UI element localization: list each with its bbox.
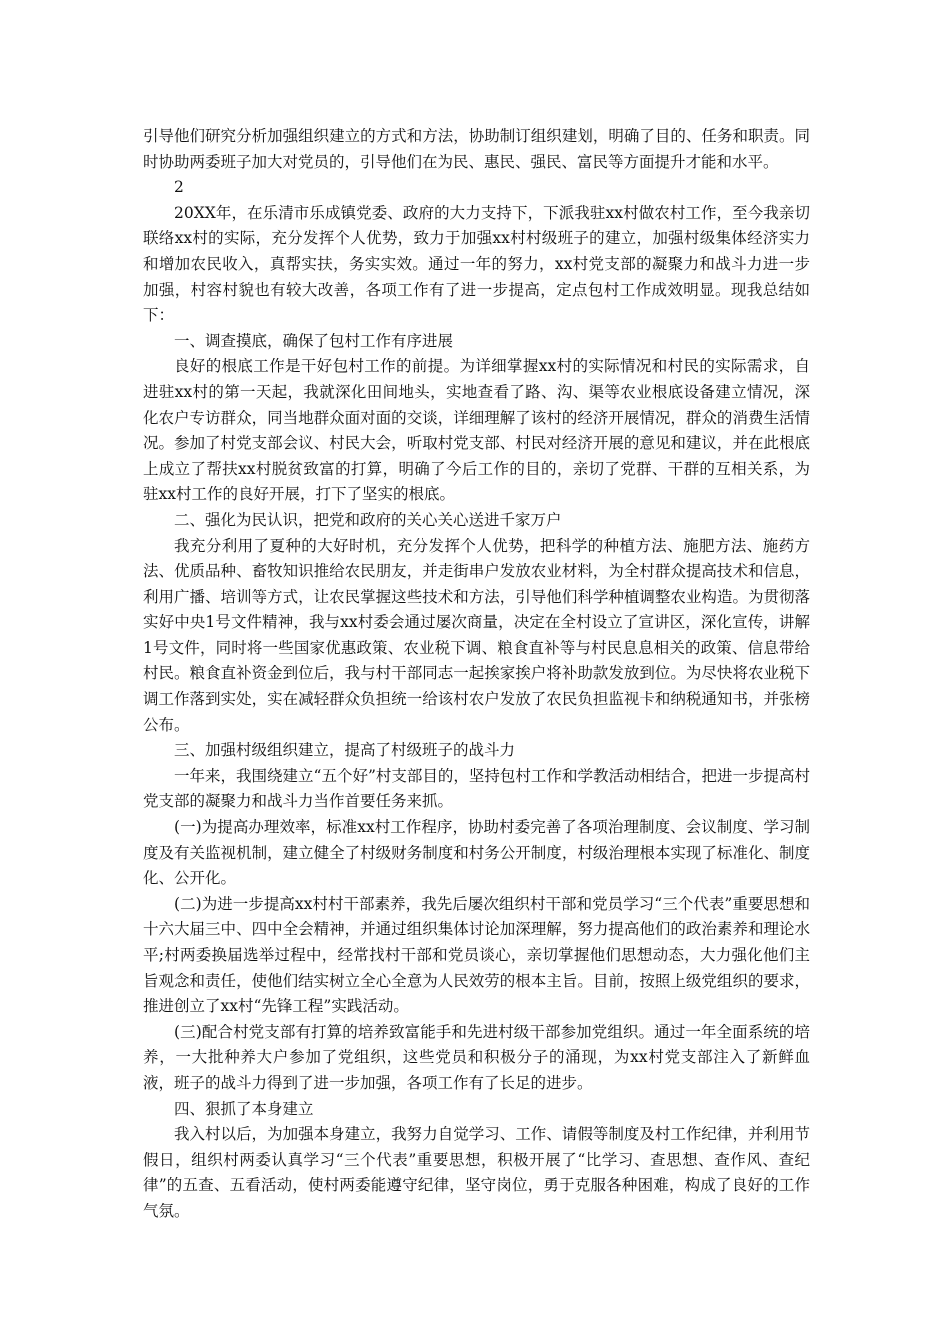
heading-section-2: 二、强化为民认识，把党和政府的关心关心送进千家万户 xyxy=(174,510,562,529)
paragraph-section-3-intro: 一年来，我围绕建立“五个好”村支部目的，坚持包村工作和学教活动相结合，把进一步提高村党支部的凝聚力和战斗力当作首要任务来抓。 xyxy=(143,766,810,811)
document-body xyxy=(143,124,810,1225)
paragraph-overview: 20XX年，在乐清市乐成镇党委、政府的大力支持下，下派我驻xx村做农村工作，至今我亲切联络xx村的实际，充分发挥个人优势，致力于加强xx村村级班子的建立，加强村级集体经济实力和增加农民收入，真帮实扶，务实实效。通过一年的努力，xx村党支部的凝聚力和战斗力进一步加强，村容村貌也有较大改善，各项工作有了进一步提高，定点包村工作成效明显。现我总结如下： xyxy=(143,203,810,325)
heading-section-4: 四、狠抓了本身建立 xyxy=(174,1099,314,1118)
heading-section-3: 三、加强村级组织建立，提高了村级班子的战斗力 xyxy=(174,741,516,760)
paragraph-section-3-item-1: (一)为提高办理效率，标准xx村工作程序，协助村委完善了各项治理制度、会议制度、学习制度及有关监视机制，建立健全了村级财务制度和村务公开制度，村级治理根本实现了标准化、制度化、公开化。 xyxy=(143,818,810,888)
heading-section-1: 一、调查摸底，确保了包村工作有序进展 xyxy=(174,331,454,350)
paragraph-section-1: 良好的根底工作是干好包村工作的前提。为详细掌握xx村的实际情况和村民的实际需求，自进驻xx村的第一天起，我就深化田间地头，实地查看了路、沟、渠等农业根底设备建立情况，深化农户专访群众，同当地群众面对面的交谈，详细理解了该村的经济开展情况，群众的消费生活情况。参加了村党支部会议、村民大会，听取村党支部、村民对经济开展的意见和建议，并在此根底上成立了帮扶xx村脱贫致富的打算，明确了今后工作的目的，亲切了党群、干群的互相关系，为驻xx村工作的良好开展，打下了坚实的根底。 xyxy=(143,357,810,504)
paragraph-section-4: 我入村以后，为加强本身建立，我努力自觉学习、工作、请假等制度及村工作纪律，并利用节假日，组织村两委认真学习“三个代表”重要思想，积极开展了“比学习、查思想、查作风、查纪律”的五查、五看活动，使村两委能遵守纪律，坚守岗位，勇于克服各种困难，构成了良好的工作气氛。 xyxy=(143,1125,810,1220)
section-number: 2 xyxy=(174,178,184,197)
paragraph-intro-continuation: 引导他们研究分析加强组织建立的方式和方法，协助制订组织建划，明确了目的、任务和职责。同时协助两委班子加大对党员的，引导他们在为民、惠民、强民、富民等方面提升才能和水平。 xyxy=(143,127,810,171)
paragraph-section-2: 我充分利用了夏种的大好时机，充分发挥个人优势，把科学的种植方法、施肥方法、施药方法、优质品种、畜牧知识推给农民朋友，并走街串户发放农业材料，为全村群众提高技术和信息，利用广播、培训等方式，让农民掌握这些技术和方法，引导他们科学种植调整农业构造。为贯彻落实好中央1号文件精神，我与xx村委会通过屡次商量，决定在全村设立了宣讲区，深化宣传，讲解1号文件，同时将一些国家优惠政策、农业税下调、粮食直补等与村民息息相关的政策、信息带给村民。粮食直补资金到位后，我与村干部同志一起挨家挨户将补助款发放到位。为尽快将农业税下调工作落到实处，实在减轻群众负担统一给该村农户发放了农民负担监视卡和纳税通知书，并张榜公布。 xyxy=(143,536,810,734)
paragraph-section-3-item-2: (二)为进一步提高xx村村干部素养，我先后屡次组织村干部和党员学习“三个代表”重要思想和十六大届三中、四中全会精神，并通过组织集体讨论加深理解，努力提高他们的政治素养和理论水平;村两委换届选举过程中，经常找村干部和党员谈心，亲切掌握他们思想动态，大力强化他们主旨观念和责任，使他们结实树立全心全意为人民效劳的根本主旨。目前，按照上级党组织的要求，推进创立了xx村“先锋工程”实践活动。 xyxy=(143,894,810,1016)
paragraph-section-3-item-3: (三)配合村党支部有打算的培养致富能手和先进村级干部参加党组织。通过一年全面系统的培养，一大批种养大户参加了党组织，这些党员和积极分子的涌现，为xx村党支部注入了新鲜血液，班子的战斗力得到了进一步加强，各项工作有了长足的进步。 xyxy=(143,1022,810,1092)
